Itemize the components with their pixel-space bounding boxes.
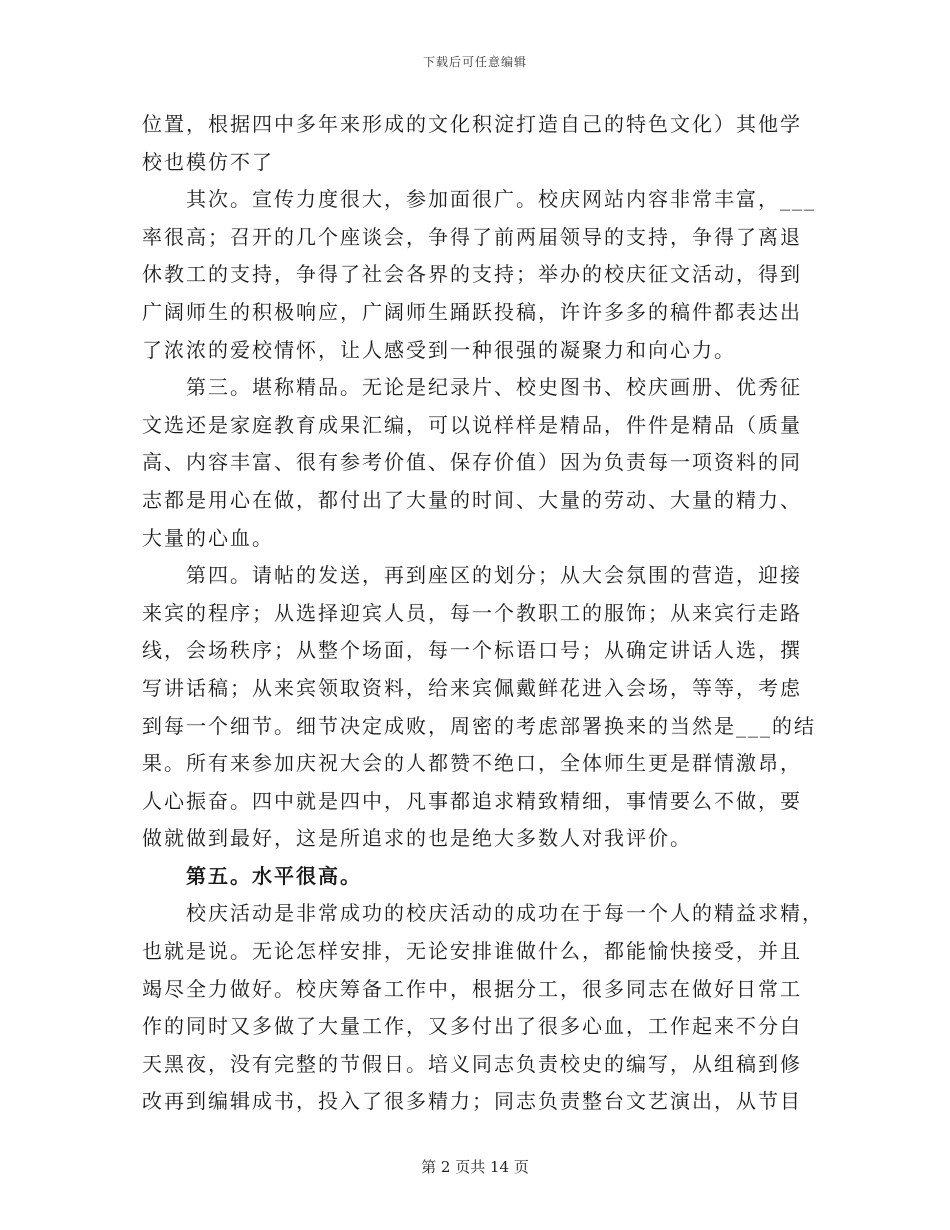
text-line: 其次。宣传力度很大，参加面很广。校庆网站内容非常丰富，___ [142, 187, 816, 212]
text-line: 高、内容丰富、很有参考价值、保存价值）因为负责每一项资料的同 [142, 450, 802, 475]
text-line: 校庆活动是非常成功的校庆活动的成功在于每一个人的精益求精， [142, 901, 824, 926]
text-line: 作的同时又多做了大量工作，又多付出了很多心血，工作起来不分白 [142, 1014, 802, 1039]
text-line: 广阔师生的积极响应，广阔师生踊跃投稿，许许多多的稿件都表达出 [142, 299, 802, 324]
text-line: 校也模仿不了 [142, 149, 274, 174]
text-line: 第三。堪称精品。无论是纪录片、校史图书、校庆画册、优秀征 [142, 375, 802, 400]
section-heading: 第五。水平很高。 [142, 863, 362, 888]
text-line: 改再到编辑成书，投入了很多精力；同志负责整台文艺演出，从节目 [142, 1089, 802, 1114]
text-line: 文选还是家庭教育成果汇编，可以说样样是精品，件件是精品（质量 [142, 412, 802, 437]
text-line: 了浓浓的爱校情怀，让人感受到一种很强的凝聚力和向心力。 [142, 337, 736, 362]
text-line: 位置，根据四中多年来形成的文化积淀打造自己的特色文化）其他学 [142, 112, 802, 136]
text-line: 果。所有来参加庆祝大会的人都赞不绝口，全体师生更是群情激昂， [142, 751, 802, 776]
text-line: 也就是说。无论怎样安排，无论安排谁做什么，都能愉快接受，并且 [142, 939, 802, 964]
text-line: 做就做到最好，这是所追求的也是绝大多数人对我评价。 [142, 826, 692, 851]
text-line: 人心振奋。四中就是四中，凡事都追求精致精细，事情要么不做，要 [142, 788, 802, 813]
text-line: 写讲话稿；从来宾领取资料，给来宾佩戴鲜花进入会场，等等，考虑 [142, 675, 802, 700]
text-line: 来宾的程序；从选择迎宾人员，每一个教职工的服饰；从来宾行走路 [142, 600, 802, 625]
page-header: 下载后可任意编辑 [422, 55, 527, 69]
document-body [142, 106, 824, 1121]
text-line: 线，会场秩序；从整个场面，每一个标语口号；从确定讲话人选，撰 [142, 638, 802, 663]
text-line: 第四。请帖的发送，再到座区的划分；从大会氛围的营造，迎接 [142, 563, 802, 588]
text-line: 大量的心血。 [142, 525, 274, 550]
text-line: 竭尽全力做好。校庆筹备工作中，根据分工，很多同志在做好日常工 [142, 976, 802, 1001]
text-line: 率很高；召开的几个座谈会，争得了前两届领导的支持，争得了离退 [142, 224, 802, 249]
text-line: 休教工的支持，争得了社会各界的支持；举办的校庆征文活动，得到 [142, 262, 802, 287]
text-line: 到每一个细节。细节决定成败，周密的考虑部署换来的当然是___的结 [142, 713, 816, 738]
text-line: 志都是用心在做，都付出了大量的时间、大量的劳动、大量的精力、 [142, 487, 802, 512]
page-footer: 第 2 页共 14 页 [421, 1158, 529, 1176]
text-line: 天黑夜，没有完整的节假日。培义同志负责校史的编写，从组稿到修 [142, 1051, 802, 1076]
